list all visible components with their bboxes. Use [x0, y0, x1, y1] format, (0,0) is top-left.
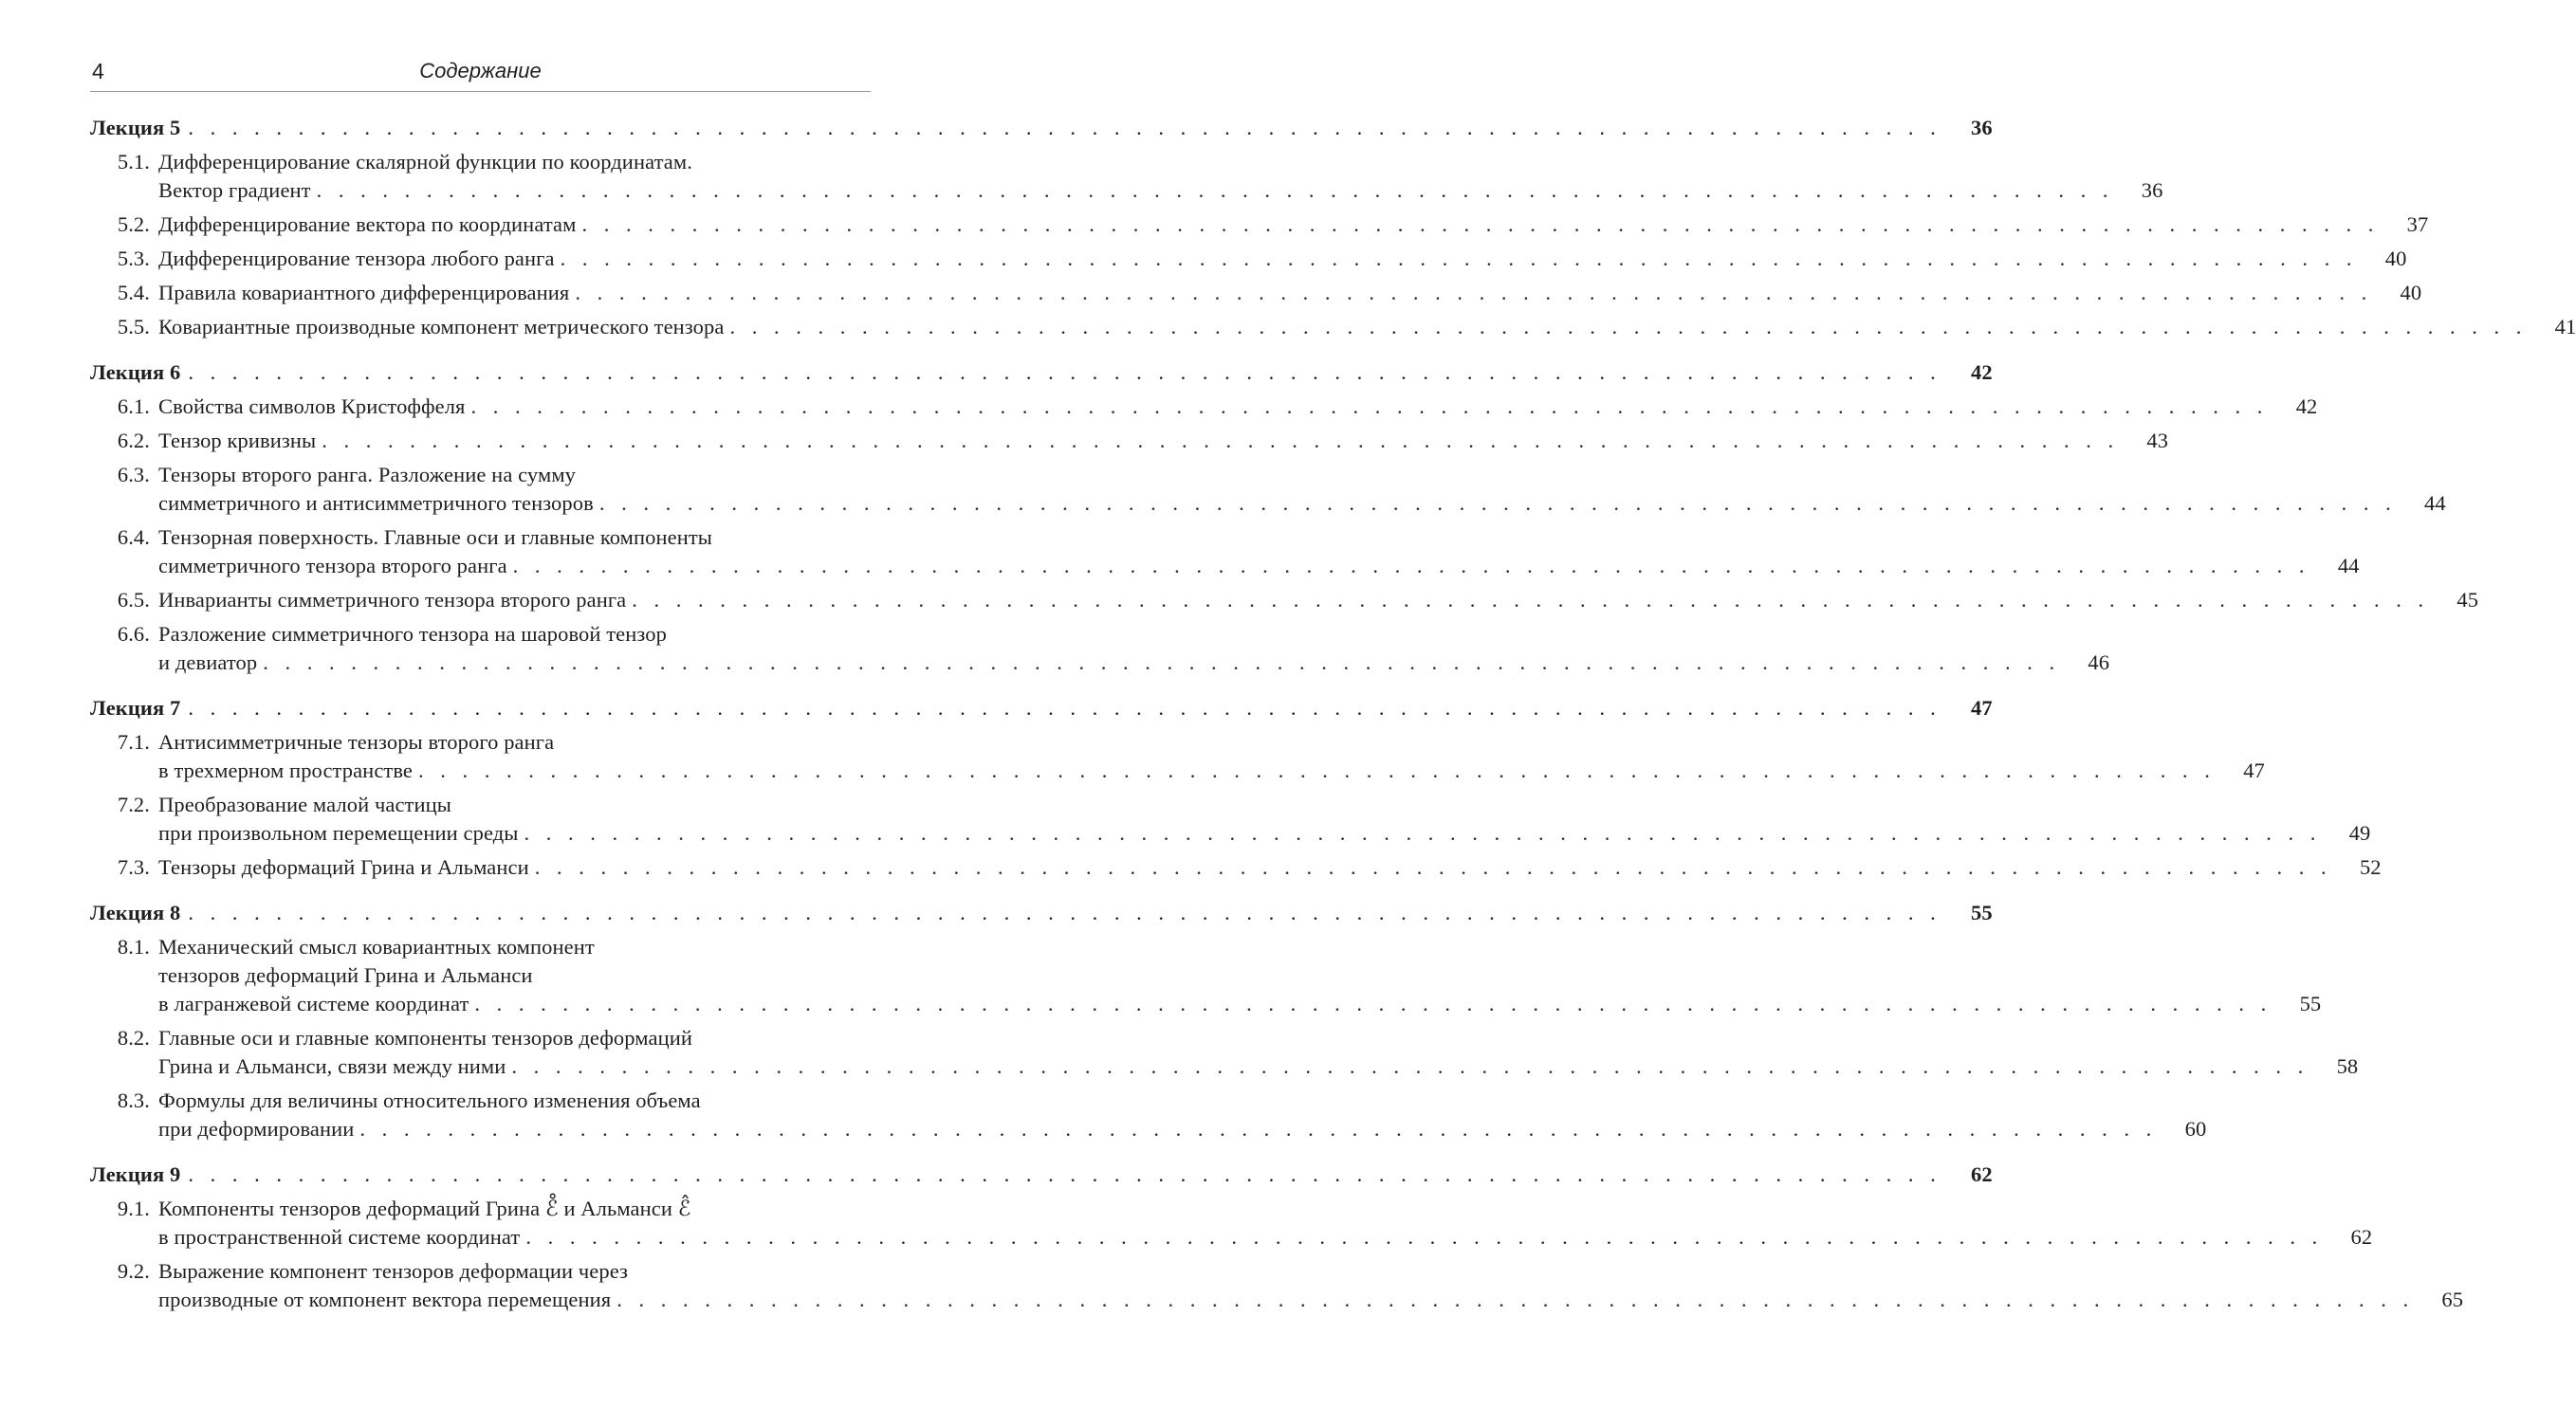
section-title: [150, 620, 2066, 677]
section-page-number: 40: [2384, 247, 2407, 270]
toc-section-entry[interactable]: [90, 1195, 2373, 1252]
section-title-line: [158, 313, 2532, 341]
section-title: [150, 586, 2435, 614]
section-page-number: 49: [2348, 821, 2371, 845]
section-title-line: [158, 1052, 2314, 1081]
section-title-text: Антисимметричные тензоры второго ранга: [158, 730, 555, 754]
toc-section-entry[interactable]: [90, 791, 2371, 848]
toc-section-entry[interactable]: [90, 461, 2446, 518]
section-title-text: Дифференцирование скалярной функции по координатам.: [158, 150, 692, 174]
lecture-block: [90, 357, 2479, 677]
section-page-number: 44: [2337, 554, 2360, 577]
leader-dots: [575, 279, 2372, 307]
section-number: 9.1.: [117, 1197, 150, 1220]
leader-dots: [471, 393, 2269, 421]
leader-dots: [632, 586, 2429, 614]
toc-section-entry[interactable]: [90, 313, 2576, 341]
section-title-line: [158, 819, 2327, 848]
section-title-text: при произвольном перемещении среды: [158, 821, 519, 845]
section-title-line: [158, 586, 2435, 614]
lecture-title-wrap: [90, 692, 1949, 724]
lecture-block: [90, 692, 2382, 882]
section-title-line: [158, 393, 2273, 421]
section-number: 8.2.: [117, 1026, 150, 1050]
section-title: [150, 853, 2338, 882]
section-title-line: [158, 489, 2402, 518]
section-page-number: 37: [2406, 212, 2429, 236]
section-title-line: [158, 1115, 2162, 1143]
section-page-number: 47: [2243, 759, 2265, 782]
section-title: [150, 1257, 2420, 1314]
lecture-title: Лекция 5: [90, 116, 181, 139]
section-number: 5.2.: [117, 212, 150, 236]
leader-dots: [418, 757, 2216, 785]
page-number: 4: [92, 59, 104, 83]
section-title: [150, 393, 2273, 421]
section-title: [150, 313, 2532, 341]
section-title-line: [158, 1286, 2420, 1314]
toc-lecture-entry[interactable]: [90, 897, 1993, 929]
lecture-block: [90, 897, 2359, 1143]
section-title-text: Тензор кривизны: [158, 429, 317, 452]
section-page-number: 40: [2400, 281, 2422, 304]
toc-section-entry[interactable]: [90, 393, 2318, 421]
toc-lecture-entry[interactable]: [90, 1159, 1993, 1191]
section-page-number: 55: [2299, 992, 2322, 1015]
section-title-line: [158, 176, 2119, 205]
leader-dots: [188, 112, 1941, 144]
section-number: 9.2.: [117, 1259, 150, 1283]
toc-section-entry[interactable]: [90, 853, 2382, 882]
section-title-text: Инварианты симметричного тензора второго ранга: [158, 588, 627, 612]
lecture-title-wrap: [90, 112, 1949, 144]
section-title: [150, 461, 2402, 518]
leader-dots: [616, 1286, 2414, 1314]
section-number: 7.3.: [117, 855, 150, 879]
toc-section-entry[interactable]: [90, 1024, 2359, 1081]
section-title-text: Тензорная поверхность. Главные оси и главные компоненты: [158, 525, 713, 549]
toc-lecture-entry[interactable]: [90, 112, 1993, 144]
section-number: 6.3.: [117, 463, 150, 486]
leader-dots: [729, 313, 2527, 341]
toc-section-entry[interactable]: [90, 586, 2479, 614]
section-title-line: [158, 552, 2316, 580]
page-title: Содержание: [419, 59, 542, 82]
section-title-line: [158, 245, 2363, 273]
section-title-line: [158, 990, 2277, 1018]
toc-section-entry[interactable]: [90, 148, 2163, 205]
section-number: 6.2.: [117, 429, 150, 452]
lecture-block: [90, 112, 2576, 341]
section-title: [150, 245, 2363, 273]
lecture-title: Лекция 6: [90, 360, 181, 384]
section-title-text: при деформировании: [158, 1117, 355, 1141]
section-number: 6.6.: [117, 622, 150, 646]
section-page-number: 44: [2424, 491, 2446, 515]
section-title-text: Формулы для величины относительного изменения объема: [158, 1088, 701, 1112]
section-page-number: 42: [2295, 394, 2318, 418]
section-number: 7.1.: [117, 730, 150, 754]
leader-dots: [188, 357, 1941, 389]
section-page-number: 36: [2141, 178, 2163, 202]
section-number: 5.5.: [117, 315, 150, 338]
lecture-title-wrap: [90, 357, 1949, 389]
section-page-number: 65: [2441, 1288, 2464, 1311]
leader-dots: [581, 210, 2379, 239]
toc-section-entry[interactable]: [90, 1257, 2464, 1314]
running-head: [90, 59, 871, 92]
toc-section-entry[interactable]: [90, 933, 2322, 1018]
section-title-text: Тензоры деформаций Грина и Альманси: [158, 855, 529, 879]
toc-section-entry[interactable]: [90, 728, 2265, 785]
section-number: 5.4.: [117, 281, 150, 304]
lecture-title-wrap: [90, 1159, 1949, 1191]
section-number: 6.1.: [117, 394, 150, 418]
lecture-title-wrap: [90, 897, 1949, 929]
lecture-page-number: 42: [1971, 360, 1993, 384]
leader-dots: [524, 819, 2322, 848]
section-title: [150, 1024, 2314, 1081]
section-number: 5.1.: [117, 150, 150, 174]
section-title-text: в пространственной системе координат: [158, 1225, 521, 1249]
section-title-line: [158, 853, 2338, 882]
lecture-page-number: 62: [1971, 1162, 1993, 1186]
leader-dots: [561, 245, 2358, 273]
section-page-number: 58: [2336, 1054, 2359, 1078]
lecture-title: Лекция 9: [90, 1162, 181, 1186]
section-title-line: [158, 620, 2066, 649]
section-title-line: [158, 148, 2119, 176]
section-title-text: Преобразование малой частицы: [158, 793, 451, 816]
section-title-line: [158, 728, 2221, 757]
section-title-text: Тензоры второго ранга. Разложение на сумму: [158, 463, 577, 486]
leader-dots: [513, 552, 2310, 580]
section-title-text: в лагранжевой системе координат: [158, 992, 469, 1015]
lecture-page-number: 47: [1971, 696, 1993, 720]
section-title: [150, 210, 2384, 239]
section-title-line: [158, 933, 2277, 961]
section-title-line: [158, 1257, 2420, 1286]
section-title-line: [158, 757, 2221, 785]
section-title-line: [158, 461, 2402, 489]
section-title: [150, 427, 2125, 455]
toc-section-entry[interactable]: [90, 279, 2422, 307]
section-title-text: Разложение симметричного тензора на шаровой тензор: [158, 622, 667, 646]
toc-section-entry[interactable]: [90, 1087, 2207, 1143]
section-title: [150, 1087, 2162, 1143]
section-title-text: симметричного и антисимметричного тензоров: [158, 491, 594, 515]
section-title: [150, 791, 2327, 848]
leader-dots: [525, 1223, 2323, 1252]
section-page-number: 62: [2350, 1225, 2373, 1249]
table-of-contents: [90, 112, 2576, 1320]
leader-dots: [474, 990, 2272, 1018]
leader-dots: [535, 853, 2332, 882]
section-title-line: [158, 961, 2277, 990]
leader-dots: [317, 176, 2114, 205]
toc-section-entry[interactable]: [90, 427, 2169, 455]
section-title: [150, 933, 2277, 1018]
section-title-line: [158, 791, 2327, 819]
section-title-text: Выражение компонент тензоров деформации через: [158, 1259, 629, 1283]
section-number: 8.1.: [117, 935, 150, 959]
lecture-page-number: 55: [1971, 901, 1993, 924]
section-number: 7.2.: [117, 793, 150, 816]
leader-dots: [511, 1052, 2309, 1081]
section-number: 8.3.: [117, 1088, 150, 1112]
lecture-title: Лекция 7: [90, 696, 181, 720]
section-title-text: производные от компонент вектора перемещения: [158, 1288, 612, 1311]
section-number: 6.5.: [117, 588, 150, 612]
section-title-line: [158, 1223, 2328, 1252]
leader-dots: [322, 427, 2119, 455]
section-title-line: [158, 1195, 2328, 1223]
section-page-number: 45: [2456, 588, 2479, 612]
toc-section-entry[interactable]: [90, 620, 2110, 677]
lecture-block: [90, 1159, 2464, 1314]
section-title-text: Дифференцирование тензора любого ранга: [158, 247, 555, 270]
section-title: [150, 148, 2119, 205]
leader-dots: [188, 897, 1941, 929]
section-title-text: Грина и Альманси, связи между ними: [158, 1054, 506, 1078]
leader-dots: [599, 489, 2397, 518]
leader-dots: [188, 1159, 1941, 1191]
section-title: [150, 523, 2316, 580]
lecture-page-number: 36: [1971, 116, 1993, 139]
section-title-line: [158, 427, 2125, 455]
section-page-number: 43: [2146, 429, 2169, 452]
section-title-text: Механический смысл ковариантных компонент: [158, 935, 595, 959]
section-page-number: 60: [2184, 1117, 2207, 1141]
section-number: 6.4.: [117, 525, 150, 549]
section-title-line: [158, 1087, 2162, 1115]
section-title-text: и девиатор: [158, 650, 258, 674]
section-title-text: в трехмерном пространстве: [158, 759, 414, 782]
section-title-text: Дифференцирование вектора по координатам: [158, 212, 577, 236]
toc-lecture-entry[interactable]: [90, 692, 1993, 724]
section-title-line: [158, 279, 2378, 307]
section-title: [150, 1195, 2328, 1252]
section-title-text: Вектор градиент: [158, 178, 311, 202]
section-title-text: Компоненты тензоров деформаций Грина ℰ̊ и Альманси ℰ̂: [158, 1197, 691, 1220]
section-number: 5.3.: [117, 247, 150, 270]
toc-lecture-entry[interactable]: [90, 357, 1993, 389]
section-title-text: симметричного тензора второго ранга: [158, 554, 507, 577]
section-title-text: тензоров деформаций Грина и Альманси: [158, 963, 533, 987]
leader-dots: [263, 649, 2060, 677]
section-title-line: [158, 523, 2316, 552]
section-title-text: Свойства символов Кристоффеля: [158, 394, 466, 418]
section-title-text: Главные оси и главные компоненты тензоров деформаций: [158, 1026, 692, 1050]
leader-dots: [188, 692, 1941, 724]
section-title: [150, 279, 2378, 307]
section-title-line: [158, 649, 2066, 677]
toc-section-entry[interactable]: [90, 210, 2429, 239]
lecture-title: Лекция 8: [90, 901, 181, 924]
section-title-line: [158, 210, 2384, 239]
toc-section-entry[interactable]: [90, 245, 2407, 273]
section-page-number: 46: [2088, 650, 2110, 674]
toc-section-entry[interactable]: [90, 523, 2360, 580]
section-page-number: 52: [2359, 855, 2382, 879]
section-page-number: 41: [2554, 315, 2576, 338]
section-title: [150, 728, 2221, 785]
leader-dots: [359, 1115, 2157, 1143]
section-title-text: Правила ковариантного дифференцирования: [158, 281, 570, 304]
section-title-text: Ковариантные производные компонент метрического тензора: [158, 315, 725, 338]
section-title-line: [158, 1024, 2314, 1052]
